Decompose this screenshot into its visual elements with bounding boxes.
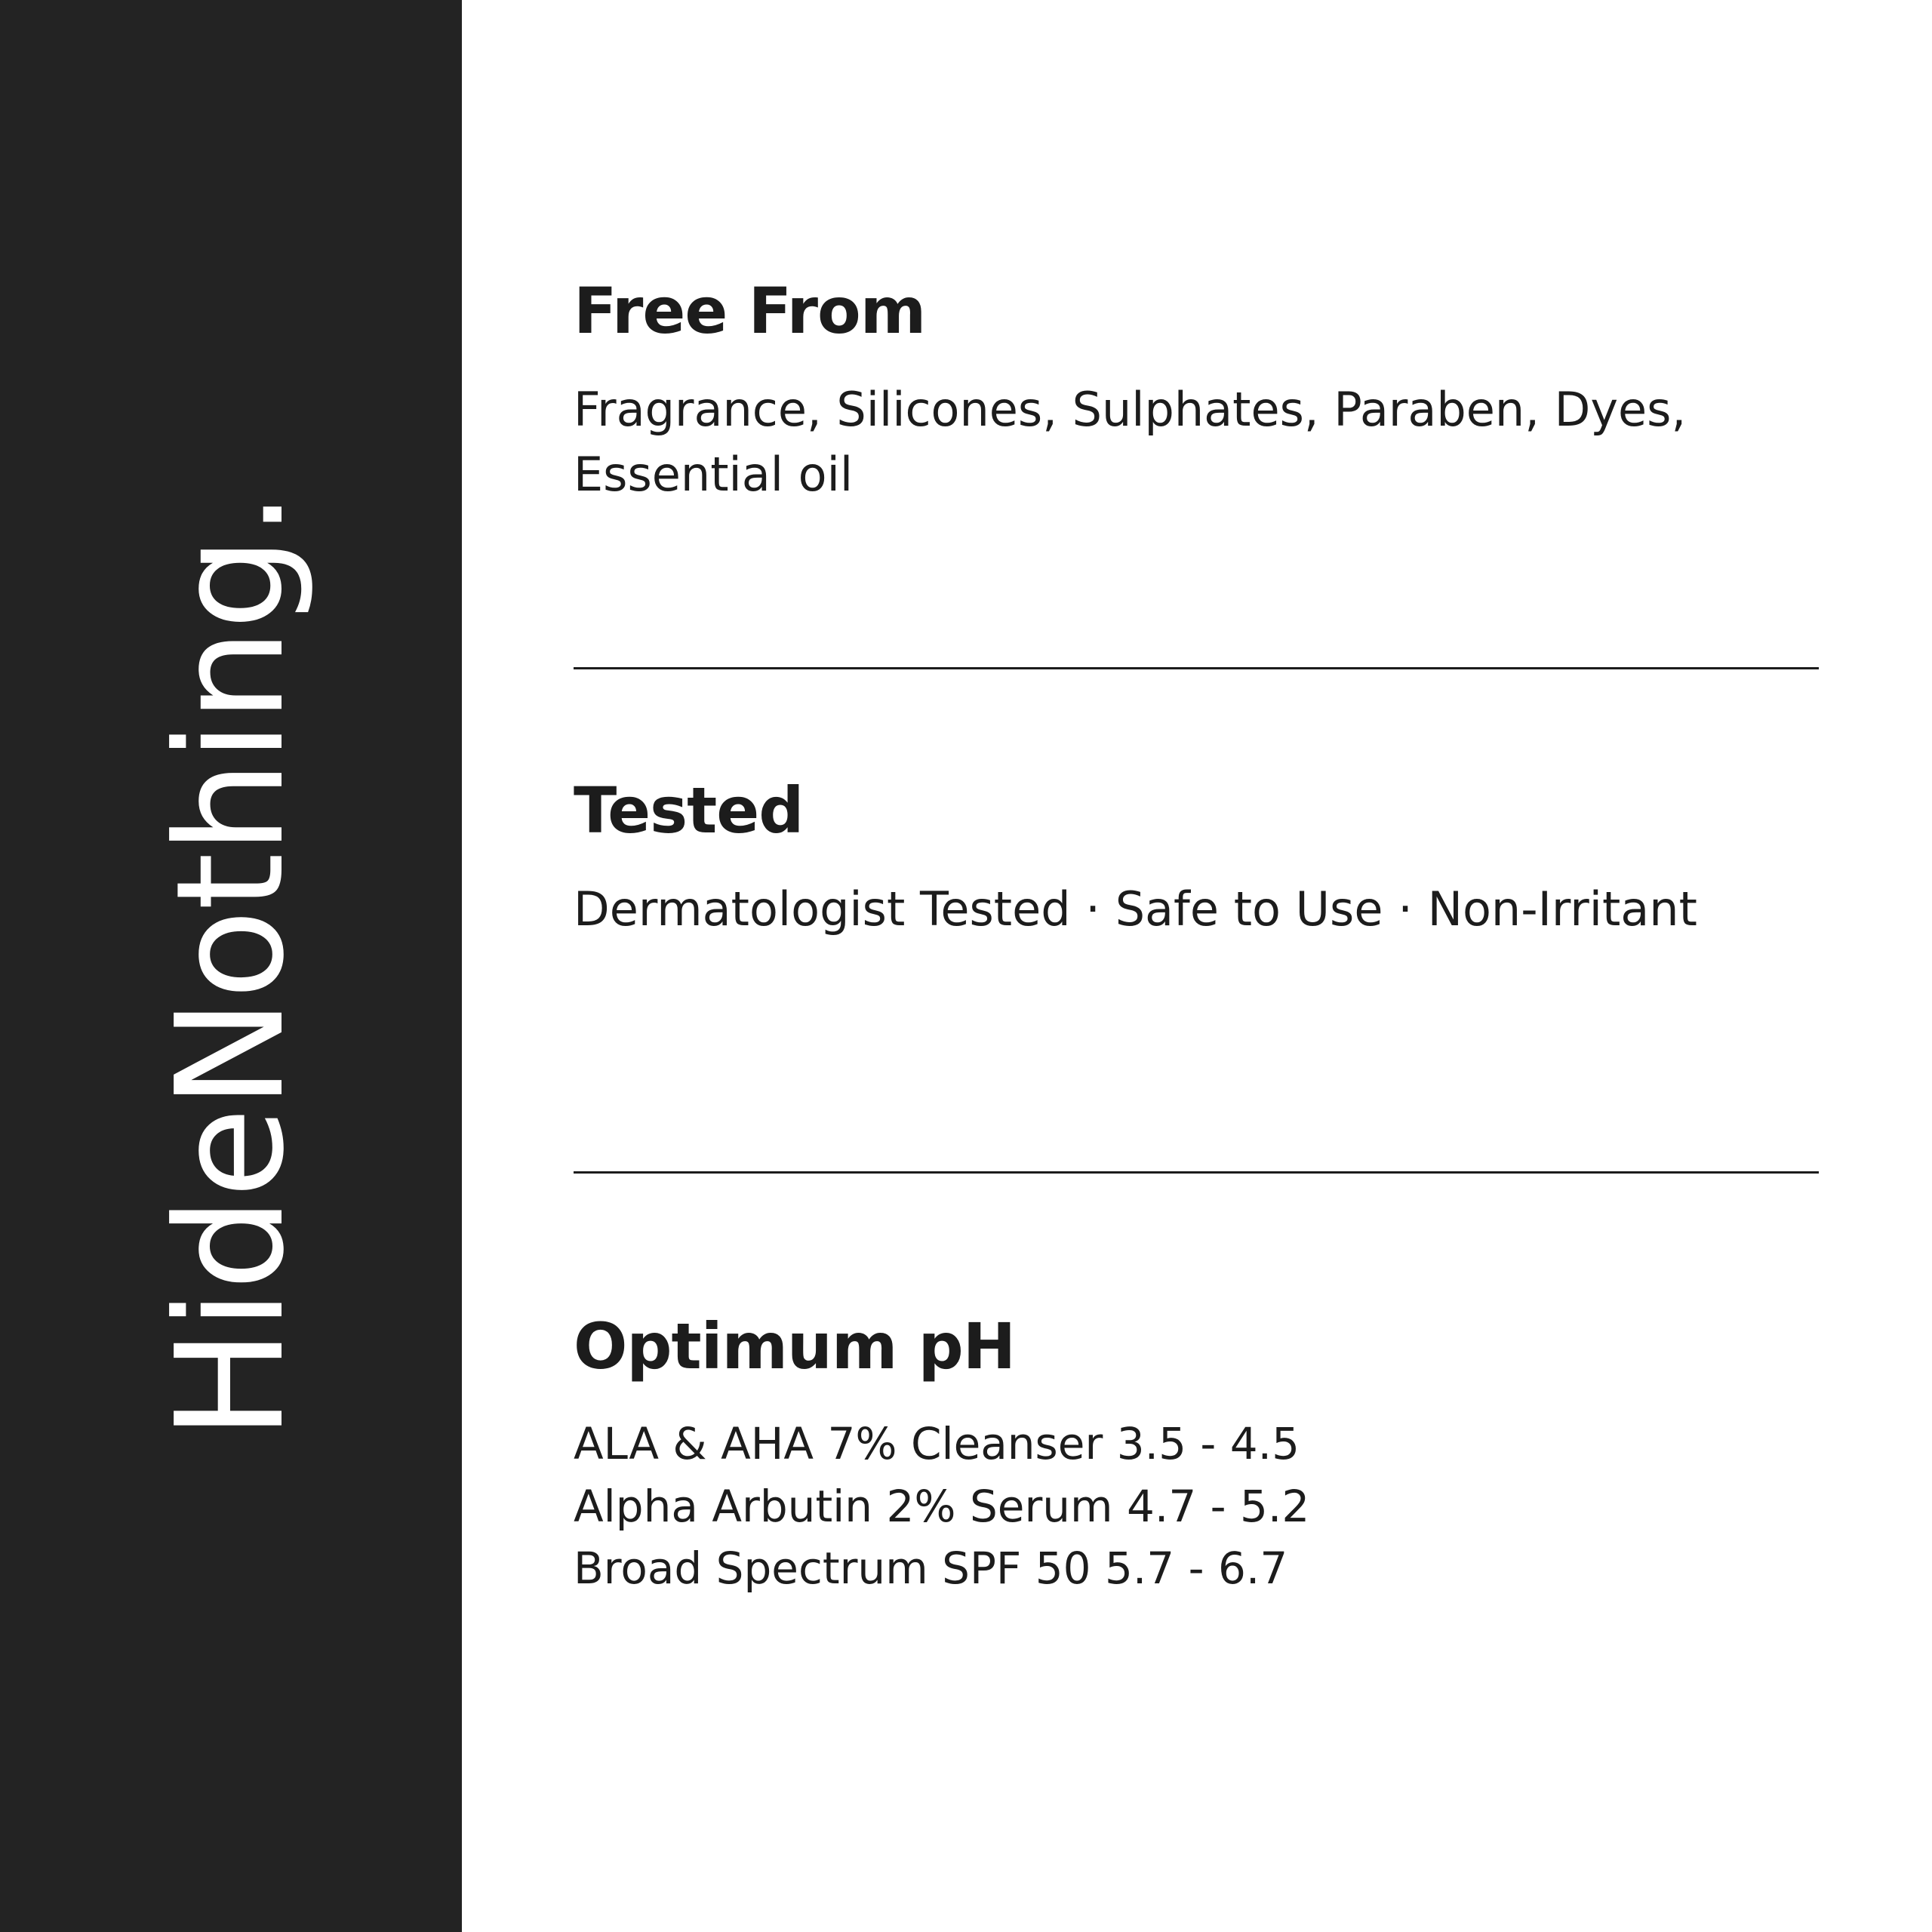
ph-value-list [574, 1413, 1819, 1599]
ph-list-item: Broad Spectrum SPF 50 5.7 - 6.7 [574, 1542, 1288, 1594]
section-tested-heading: Tested [574, 774, 804, 848]
section-free-from-heading: Free From [574, 274, 926, 348]
divider-1 [574, 667, 1819, 669]
ph-list-item: Alpha Arbutin 2% Serum 4.7 - 5.2 [574, 1480, 1310, 1532]
divider-2 [574, 1171, 1819, 1174]
section-tested [574, 774, 1819, 942]
section-optimum-ph-heading: Optimum pH [574, 1309, 1016, 1383]
brand-side-band [0, 0, 462, 1932]
brand-vertical-wordmark: HideNothing. [145, 492, 317, 1440]
section-tested-body: Dermatologist Tested · Safe to Use · Non-Irritant [574, 881, 1697, 937]
section-free-from-body: Fragrance, Silicones, Sulphates, Paraben, Dyes, Essential oil [574, 382, 1687, 502]
info-content-column [462, 0, 1932, 1932]
ph-list-item: ALA & AHA 7% Cleanser 3.5 - 4.5 [574, 1418, 1300, 1470]
section-optimum-ph [574, 1309, 1819, 1599]
section-free-from [574, 274, 1819, 506]
